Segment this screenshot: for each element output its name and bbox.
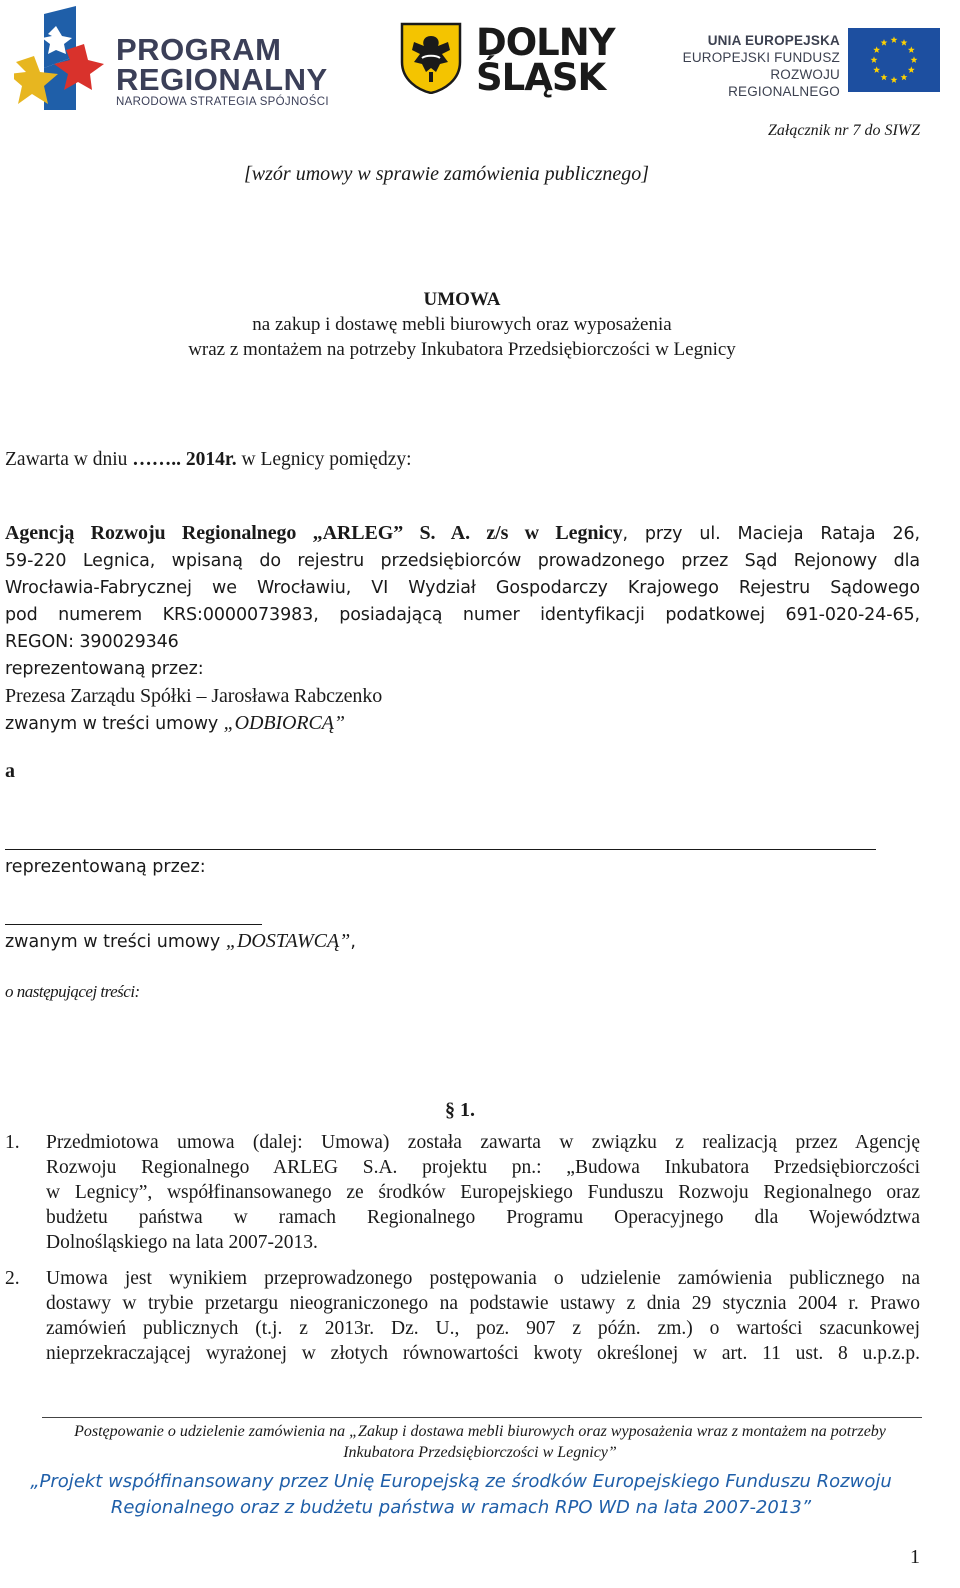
attachment-note: Załącznik nr 7 do SIWZ	[768, 122, 920, 139]
concluded-suffix: w Legnicy pomiędzy:	[236, 449, 412, 470]
section-1-item-2	[5, 1266, 920, 1366]
eu-flag-icon	[848, 28, 940, 92]
party-2-called-prefix: zwanym w treści umowy	[5, 932, 226, 952]
item-2-line4: nieprzekraczającej wyrażonej w złotych równowartości kwoty określonej w art. 11 ust. 8 u.p.z.p.	[46, 1343, 920, 1364]
item-number: 1.	[5, 1132, 20, 1153]
party-1-role: „ODBIORCĄ”	[223, 712, 345, 734]
item-1-line1: Przedmiotowa umowa (dalej: Umowa) została zawarta w związku z realizacją przez Agencję	[46, 1132, 920, 1153]
contract-title: UMOWA	[423, 289, 501, 310]
item-2-line1: Umowa jest wynikiem przeprowadzonego postępowania o udzielenie zamówienia publicznego na	[46, 1268, 920, 1289]
contract-subtitle-1: na zakup i dostawę mebli biurowych oraz wyposażenia	[252, 314, 672, 335]
party-2-role: „DOSTAWCĄ”	[225, 930, 351, 952]
logo-dolny-slask-line1: DOLNY	[476, 21, 615, 64]
party-2-representative-blank-line	[5, 924, 262, 925]
party-2-represented: reprezentowaną przez:	[5, 857, 206, 877]
section-1-item-1	[5, 1130, 920, 1255]
item-2-line3: zamówień publicznych (t.j. z 2013r. Dz. U., poz. 907 z późn. zm.) o wartości szacunkowej	[46, 1318, 920, 1339]
concluded-date: …….. 2014r.	[132, 449, 237, 470]
party-2-name-blank-line	[5, 849, 876, 850]
logo-program-line2: REGIONALNY	[116, 62, 328, 97]
party-1-line2: 59-220 Legnica, wpisaną do rejestru przedsiębiorców prowadzonego przez Sąd Rejonowy dla	[5, 551, 920, 571]
item-2-line2: dostawy w trybie przetargu nieograniczonego na podstawie ustawy z dnia 29 stycznia 2004 r. Prawo	[46, 1293, 920, 1314]
template-note: [wzór umowy w sprawie zamówienia publicznego]	[244, 163, 650, 185]
party-2-called-suffix: ,	[350, 932, 356, 952]
item-1-line2: Rozwoju Regionalnego ARLEG S.A. projektu pn.: „Budowa Inkubatora Przedsiębiorczości	[46, 1157, 920, 1178]
program-regionalny-emblem-icon	[14, 6, 114, 110]
logo-ue-line1: UNIA EUROPEJSKA	[707, 33, 840, 48]
following-content-note: o następującej treści:	[5, 982, 140, 1001]
party-1-description	[5, 520, 920, 738]
section-1-heading: § 1.	[445, 1099, 475, 1121]
contract-subtitle-2: wraz z montażem na potrzeby Inkubatora Przedsiębiorczości w Legnicy	[188, 339, 736, 360]
footer-project-line2: Regionalnego oraz z budżetu państwa w ramach RPO WD na lata 2007-2013”	[110, 1497, 812, 1518]
page-number: 1	[910, 1546, 920, 1568]
party-1-line4: pod numerem KRS:0000073983, posiadającą numer identyfikacji podatkowej 691-020-24-65,	[5, 605, 920, 625]
conjunction: a	[5, 760, 15, 782]
footer-procedure-note	[0, 1421, 960, 1463]
party-2-called	[5, 930, 356, 953]
party-1-represented: reprezentowaną przez:	[5, 659, 204, 679]
footer-project-note	[0, 1469, 922, 1521]
dolny-slask-coat-of-arms-icon	[400, 22, 462, 94]
logo-ue-line3: ROZWOJU REGIONALNEGO	[728, 67, 840, 99]
logo-program-line3: NARODOWA STRATEGIA SPÓJNOŚCI	[116, 96, 329, 108]
item-1-line4: budżetu państwa w ramach Regionalnego Programu Operacyjnego dla Województwa	[46, 1207, 920, 1228]
party-1-regon: REGON: 390029346	[5, 632, 179, 652]
item-number: 2.	[5, 1268, 20, 1289]
contract-title-block	[0, 287, 924, 362]
party-1-called-prefix: zwanym w treści umowy	[5, 714, 224, 734]
party-1-address-start: , przy ul. Macieja Rataja 26,	[622, 524, 920, 544]
logo-unia-europejska	[672, 30, 944, 99]
party-1-representative: Prezesa Zarządu Spółki – Jarosława Rabczenko	[5, 685, 383, 707]
footer-divider	[42, 1417, 922, 1418]
party-1-name: Agencją Rozwoju Regionalnego „ARLEG” S. A. z/s w Legnicy	[5, 522, 623, 544]
footer-procedure-line1: Postępowanie o udzielenie zamówienia na „Zakup i dostawa mebli biurowych oraz wyposażenia wraz z montażem na potrzeby	[74, 1423, 886, 1440]
logo-program-line1: PROGRAM	[116, 32, 282, 67]
concluded-line	[5, 446, 920, 473]
concluded-prefix: Zawarta w dniu	[5, 449, 133, 470]
logo-ue-line2: EUROPEJSKI FUNDUSZ	[682, 50, 840, 65]
logo-dolny-slask-line2: ŚLĄSK	[476, 56, 606, 99]
footer-project-line1: „Projekt współfinansowany przez Unię Europejską ze środków Europejskiego Funduszu Rozwoju	[30, 1471, 892, 1492]
item-1-line5: Dolnośląskiego na lata 2007-2013.	[46, 1232, 318, 1253]
item-1-line3: w Legnicy”, współfinansowanego ze środków Europejskiego Funduszu Rozwoju Regionalnego oraz	[46, 1182, 920, 1203]
logo-dolny-slask	[400, 21, 615, 99]
logo-program-regionalny	[14, 6, 334, 110]
party-1-line3: Wrocławia-Fabrycznej we Wrocławiu, VI Wydział Gospodarczy Krajowego Rejestru Sądowego	[5, 578, 920, 598]
footer-procedure-line2: Inkubatora Przedsiębiorczości w Legnicy”	[343, 1444, 617, 1461]
